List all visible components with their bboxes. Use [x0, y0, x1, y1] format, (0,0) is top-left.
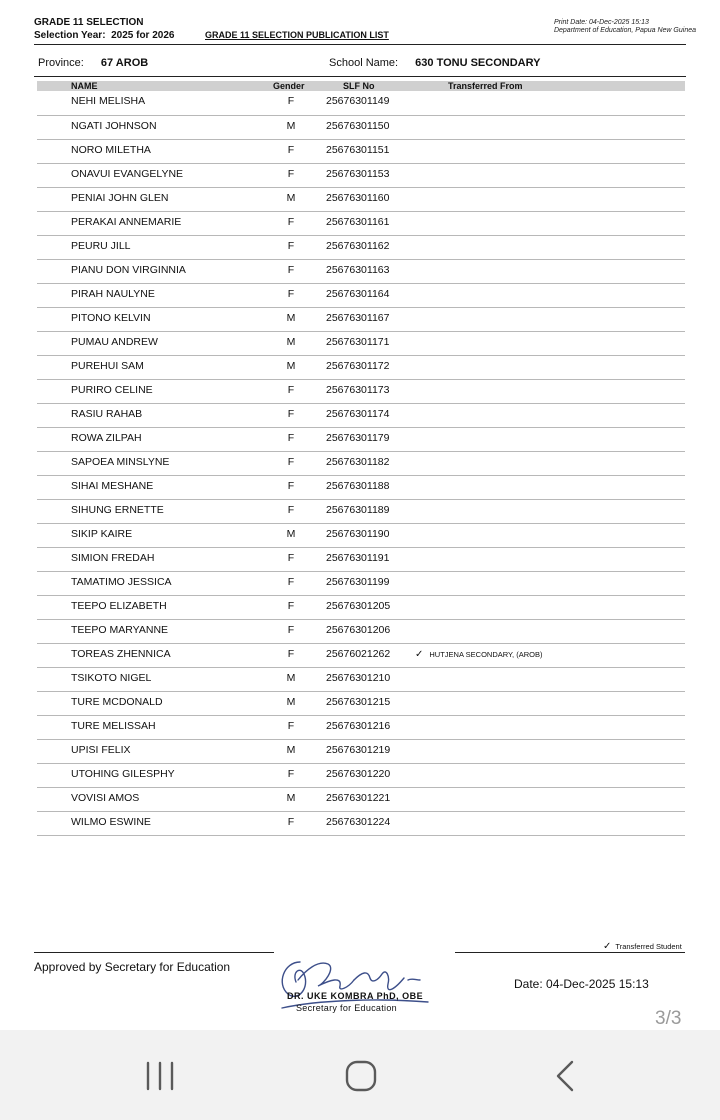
- student-slf-number: 25676301219: [326, 744, 391, 756]
- student-name: PITONO KELVIN: [71, 312, 151, 324]
- department-name: Department of Education, Papua New Guinea: [553, 27, 696, 34]
- table-row: [37, 404, 685, 428]
- approval-date: Date: 04-Dec-2025 15:13: [514, 977, 649, 991]
- student-slf-number: 25676301172: [326, 360, 390, 372]
- table-row: [37, 140, 685, 164]
- selection-year-value: 2025 for 2026: [111, 30, 175, 41]
- student-name: PEURU JILL: [71, 240, 131, 252]
- student-name: PUREHUI SAM: [71, 360, 144, 372]
- student-slf-number: 25676301188: [326, 480, 390, 492]
- student-slf-number: 25676301221: [326, 792, 391, 804]
- student-gender: F: [287, 216, 295, 228]
- table-row: [37, 476, 685, 500]
- student-slf-number: 25676301150: [326, 120, 390, 132]
- footer-divider-right: [455, 952, 685, 953]
- transferred-from: [415, 648, 542, 662]
- list-title: GRADE 11 SELECTION PUBLICATION LIST: [205, 30, 389, 40]
- school-value: 630 TONU SECONDARY: [415, 57, 541, 69]
- student-slf-number: 25676301164: [326, 288, 390, 300]
- table-row: [37, 788, 685, 812]
- column-header-name: NAME: [71, 81, 98, 91]
- table-row: [37, 812, 685, 836]
- student-name: ONAVUI EVANGELYNE: [71, 168, 184, 180]
- student-slf-number: 25676301216: [326, 720, 391, 732]
- student-name: TEEPO ELIZABETH: [71, 600, 167, 612]
- school-label: School Name:: [329, 57, 399, 69]
- table-row: [37, 308, 685, 332]
- student-slf-number: 25676301153: [326, 168, 390, 180]
- table-row: [37, 428, 685, 452]
- table-row: [37, 332, 685, 356]
- student-gender: F: [287, 408, 295, 420]
- table-row: [37, 212, 685, 236]
- student-name: NEHI MELISHA: [71, 95, 146, 107]
- header-left: [34, 16, 174, 42]
- student-gender: F: [287, 480, 295, 492]
- student-slf-number: 25676301171: [326, 336, 390, 348]
- table-row: [37, 692, 685, 716]
- header-right: [554, 19, 696, 35]
- student-slf-number: 25676301224: [326, 816, 391, 828]
- table-row: [37, 524, 685, 548]
- student-name: SIKIP KAIRE: [71, 528, 133, 540]
- student-slf-number: 25676301210: [326, 672, 391, 684]
- student-gender: F: [287, 384, 295, 396]
- province-value: 67 AROB: [100, 57, 149, 69]
- student-gender: M: [286, 528, 296, 540]
- student-name: PERAKAI ANNEMARIE: [71, 216, 182, 228]
- table-row: [37, 764, 685, 788]
- student-gender: M: [286, 792, 296, 804]
- column-header-gender: Gender: [273, 81, 305, 91]
- table-row: [37, 620, 685, 644]
- student-gender: F: [287, 816, 295, 828]
- student-slf-number: 25676301189: [326, 504, 390, 516]
- student-slf-number: 25676301179: [326, 432, 390, 444]
- header-divider: [34, 44, 686, 45]
- back-icon[interactable]: [540, 1056, 590, 1096]
- student-gender: F: [287, 576, 295, 588]
- table-row: [37, 572, 685, 596]
- student-gender: F: [287, 144, 295, 156]
- student-slf-number: 25676301160: [326, 192, 390, 204]
- transferred-legend: [603, 941, 682, 952]
- student-gender: M: [286, 696, 296, 708]
- student-slf-number: 25676301199: [326, 576, 390, 588]
- student-slf-number: 25676301149: [326, 95, 390, 107]
- student-gender: M: [286, 360, 296, 372]
- student-name: PIANU DON VIRGINNIA: [71, 264, 186, 276]
- table-row: [37, 236, 685, 260]
- student-slf-number: 25676301215: [326, 696, 391, 708]
- legend-label: Transferred Student: [615, 942, 682, 951]
- table-row: [37, 644, 685, 668]
- student-name: SIMION FREDAH: [71, 552, 155, 564]
- android-navigation-bar: [0, 1030, 720, 1120]
- student-gender: F: [287, 624, 295, 636]
- student-slf-number: 25676301167: [326, 312, 390, 324]
- student-gender: F: [287, 264, 295, 276]
- student-slf-number: 25676301220: [326, 768, 391, 780]
- province-label: Province:: [38, 57, 84, 69]
- check-icon: ✓: [603, 941, 612, 952]
- student-name: TURE MCDONALD: [71, 696, 163, 708]
- student-name: PENIAI JOHN GLEN: [71, 192, 169, 204]
- grade-label: GRADE 11 SELECTION: [34, 17, 144, 28]
- student-name: TOREAS ZHENNICA: [71, 648, 171, 660]
- table-row: [37, 668, 685, 692]
- table-row: [37, 356, 685, 380]
- student-gender: F: [287, 456, 295, 468]
- student-gender: F: [287, 288, 295, 300]
- student-name: PIRAH NAULYNE: [71, 288, 155, 300]
- selection-year-label: Selection Year:: [34, 30, 106, 41]
- student-gender: M: [286, 192, 296, 204]
- table-row: [37, 164, 685, 188]
- student-name: TURE MELISSAH: [71, 720, 156, 732]
- student-name: NORO MILETHA: [71, 144, 151, 156]
- table-row: [37, 380, 685, 404]
- student-gender: F: [287, 240, 295, 252]
- student-gender: F: [287, 552, 295, 564]
- student-name: SIHUNG ERNETTE: [71, 504, 164, 516]
- student-name: PUMAU ANDREW: [71, 336, 158, 348]
- table-top-divider: [34, 76, 686, 77]
- check-icon: ✓: [415, 649, 424, 660]
- student-slf-number: 25676301174: [326, 408, 390, 420]
- student-name: ROWA ZILPAH: [71, 432, 142, 444]
- student-gender: M: [286, 336, 296, 348]
- table-row: [37, 740, 685, 764]
- student-name: WILMO ESWINE: [71, 816, 151, 828]
- table-row: [37, 284, 685, 308]
- student-name: UPISI FELIX: [71, 744, 131, 756]
- student-gender: F: [287, 768, 295, 780]
- student-name: RASIU RAHAB: [71, 408, 143, 420]
- student-slf-number: 25676301205: [326, 600, 391, 612]
- province-field: [38, 57, 148, 69]
- student-gender: F: [287, 648, 295, 660]
- table-row: [37, 596, 685, 620]
- print-date: Print Date: 04-Dec-2025 15:13: [553, 19, 649, 26]
- student-name: VOVISI AMOS: [71, 792, 140, 804]
- selection-year-line: [34, 29, 174, 42]
- approved-by: Approved by Secretary for Education: [34, 960, 231, 974]
- student-gender: F: [287, 720, 295, 732]
- student-name: UTOHING GILESPHY: [71, 768, 175, 780]
- student-slf-number: 25676301151: [326, 144, 390, 156]
- column-header-transferred: Transferred From: [448, 81, 523, 91]
- student-name: SIHAI MESHANE: [71, 480, 154, 492]
- table-header: [37, 81, 685, 91]
- student-gender: F: [287, 600, 295, 612]
- home-icon[interactable]: [336, 1056, 386, 1096]
- student-slf-number: 25676301162: [326, 240, 390, 252]
- student-slf-number: 25676021262: [326, 648, 391, 660]
- table-row: [37, 91, 685, 116]
- student-gender: F: [287, 95, 295, 107]
- signatory-title: Secretary for Education: [296, 1003, 397, 1013]
- student-slf-number: 25676301173: [326, 384, 390, 396]
- student-gender: F: [287, 504, 295, 516]
- student-slf-number: 25676301206: [326, 624, 391, 636]
- student-slf-number: 25676301191: [326, 552, 390, 564]
- table-row: [37, 260, 685, 284]
- student-gender: M: [286, 312, 296, 324]
- school-field: [329, 57, 540, 69]
- column-header-slf: SLF No: [343, 81, 375, 91]
- table-row: [37, 452, 685, 476]
- signatory-name: DR. UKE KOMBRA PhD, OBE: [287, 991, 424, 1001]
- student-name: NGATI JOHNSON: [71, 120, 157, 132]
- student-gender: F: [287, 432, 295, 444]
- student-name: TEEPO MARYANNE: [71, 624, 169, 636]
- student-slf-number: 25676301161: [326, 216, 390, 228]
- student-name: TSIKOTO NIGEL: [71, 672, 152, 684]
- footer-divider-left: [34, 952, 274, 953]
- student-gender: M: [286, 672, 296, 684]
- student-slf-number: 25676301190: [326, 528, 390, 540]
- table-row: [37, 716, 685, 740]
- student-name: TAMATIMO JESSICA: [71, 576, 172, 588]
- student-slf-number: 25676301163: [326, 264, 390, 276]
- student-name: PURIRO CELINE: [71, 384, 153, 396]
- table-row: [37, 500, 685, 524]
- table-row: [37, 116, 685, 140]
- student-name: SAPOEA MINSLYNE: [71, 456, 170, 468]
- transferred-school: HUTJENA SECONDARY, (AROB): [429, 650, 543, 659]
- recent-apps-icon[interactable]: [136, 1056, 186, 1096]
- student-gender: F: [287, 168, 295, 180]
- page-indicator: 3/3: [655, 1008, 682, 1029]
- student-gender: M: [286, 744, 296, 756]
- table-row: [37, 188, 685, 212]
- student-table-body: [37, 91, 685, 836]
- student-gender: M: [286, 120, 296, 132]
- table-row: [37, 548, 685, 572]
- student-slf-number: 25676301182: [326, 456, 390, 468]
